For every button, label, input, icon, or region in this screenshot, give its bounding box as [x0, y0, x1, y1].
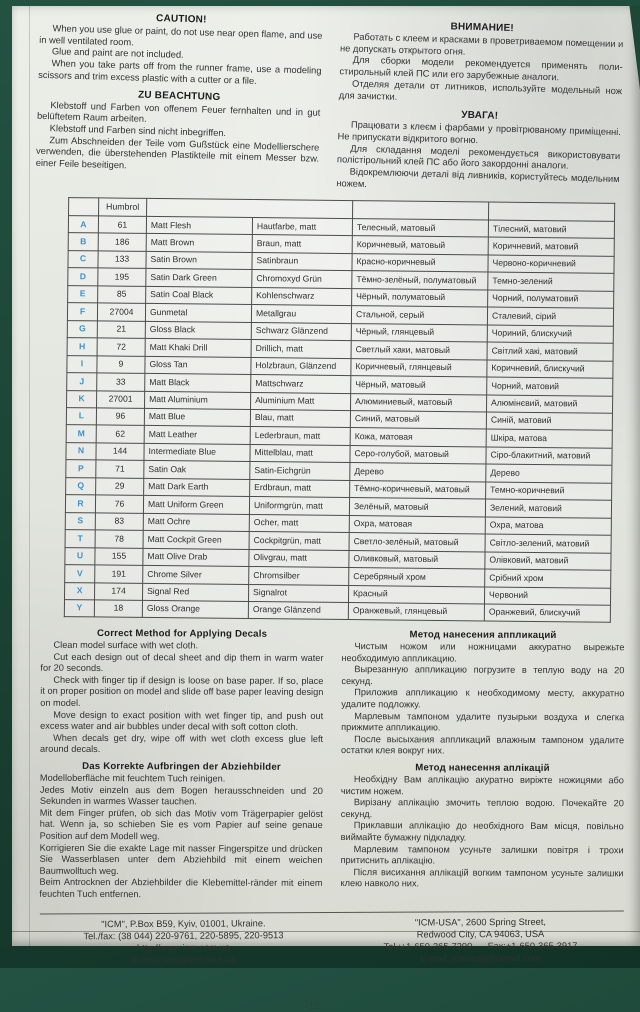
decals-paragraph-ru: Вырезанную аппликацию погрузите в теплую воду на 20 секунд.: [341, 664, 625, 686]
address-line: Tel.:+1-650-365-7200 Fax:+1-650-365-3917: [383, 941, 578, 953]
cell-en: Satin Brown: [146, 252, 252, 271]
cell-en: Matt Blue: [144, 409, 250, 428]
caution-column-east: [336, 16, 624, 202]
cell-uk: Срібний хром: [485, 569, 611, 588]
cell-uk: Чорний, полуматовий: [488, 290, 614, 309]
cell-ru: Светлый хаки, матовый: [351, 341, 487, 360]
header-cell-ru: [353, 201, 489, 220]
caution-paragraph-uk: Працювати з клеєм і фарбами у провітрюваному приміщенні. Не припускати відкритого вогню.: [337, 119, 622, 146]
cell-en: Intermediate Blue: [144, 444, 250, 463]
caution-title-ru: ВНИМАНИЕ!: [450, 21, 515, 35]
cell-humbrol: 72: [97, 339, 145, 357]
cell-de: Cockpitgrün, matt: [249, 532, 349, 550]
address-line: Tel./fax: (38 044) 220-9761, 220-5895, 220-9513: [83, 930, 284, 942]
decals-paragraph-de: Korrigieren Sie die exakte Lage mit nasser Fingerspitze und drücken Sie Wasserblasen unter dem Abziehbild mit einem weichen Baumwolltuch weg.: [39, 842, 323, 876]
cell-ru: Коричневый, матовый: [352, 236, 488, 255]
cell-en: Matt Aluminium: [145, 391, 251, 410]
cell-ru: Стальной, серый: [351, 306, 487, 325]
cell-ru: Светло-зелёный, матовый: [349, 533, 485, 552]
cell-ru: Кожа, матовая: [350, 428, 486, 447]
cell-letter: T: [65, 530, 95, 548]
caution-paragraph-en: Glue and paint are not included.: [51, 46, 184, 61]
paint-color-table: [64, 198, 615, 624]
decals-title-ru: Метод нанесения аппликаций: [409, 629, 557, 641]
decals-title-de: Das Korrekte Aufbringen der Abziehbilder: [82, 760, 281, 773]
cell-en: Matt Olive Drab: [143, 548, 249, 567]
decals-column-east: [340, 625, 624, 908]
decals-paragraph-de: Jedes Motiv einzeln aus dem Bogen herausschneiden und 20 Sekunden in warmes Wasser tauchen.: [39, 784, 323, 807]
cell-letter: L: [66, 408, 96, 426]
cell-humbrol: 27001: [97, 391, 145, 409]
cell-en: Gloss Black: [145, 322, 251, 341]
paint-color-rows: [64, 216, 614, 623]
corner-background: [624, 6, 640, 90]
decals-paragraph-ru: Чистым ножом или ножницами аккуратно вырежьте необходимую аппликацию.: [341, 640, 625, 663]
cell-uk: Алюмінєвий, матовий: [486, 395, 612, 414]
cell-de: Holzbraun, Glänzend: [251, 358, 351, 376]
cell-ru: Серо-голубой, матовый: [350, 446, 486, 465]
cell-uk: Коричневий, матовий: [488, 238, 614, 257]
cell-de: Hautfarbe, matt: [252, 218, 352, 236]
cell-letter: C: [68, 251, 98, 269]
cell-humbrol: 21: [97, 321, 145, 339]
decals-paragraph-uk: Приклавши аплікацію до необхідного Вам місця, повільно виймайте бумажну підкладку.: [340, 820, 624, 843]
cell-letter: B: [68, 233, 98, 251]
address-line: E-mail: icmusa@hotmail.com: [420, 953, 541, 965]
decals-paragraph-de: Beim Antrocknen der Abziehbilder die Klebemittel-ränder mit einem feuchten Tuch entfernen.: [39, 876, 323, 899]
decals-paragraph-en: Cut each design out of decal sheet and dip them in warm water for 20 seconds.: [40, 651, 324, 674]
cell-en: Satin Coal Black: [146, 287, 252, 306]
cell-letter: A: [68, 216, 98, 234]
cell-de: Olivgrau, matt: [249, 550, 349, 568]
cell-letter: X: [65, 583, 95, 601]
cell-de: Schwarz Glänzend: [251, 323, 351, 341]
address-line: "ICM", P.Box B59, Kyiv, 01001, Ukraine.: [101, 918, 266, 930]
cell-ru: Красно-коричневый: [352, 254, 488, 273]
decals-text-en: [40, 640, 324, 757]
decals-paragraph-en: When decals get dry, wipe off with wet cloth excess glue left around decals.: [40, 732, 324, 755]
cell-de: Metallgrau: [251, 305, 351, 323]
cell-en: Satin Oak: [144, 461, 250, 480]
decals-paragraph-en: Check with finger tip if design is loose on base paper. If so, place it on proper position on model and slide off base paper leaving design on model.: [40, 674, 324, 708]
cell-humbrol: 191: [95, 565, 143, 583]
cell-en: Matt Black: [145, 374, 251, 393]
cell-letter: H: [67, 338, 97, 356]
address-line: E-mail: icm@icm.com.ua: [132, 955, 236, 966]
cell-ru: Оливковый, матовый: [349, 551, 485, 570]
cell-uk: Червоно-коричневий: [488, 255, 614, 274]
caution-paragraph-ru: Работать с клеем и красками в проветриваемом помещении и не допускать открытого огня.: [339, 31, 624, 57]
caution-paragraph-de: Klebstoff und Farben sind nicht inbegriffen.: [49, 123, 227, 139]
cell-uk: Тілесний, матовий: [488, 220, 614, 239]
cell-en: Gloss Orange: [142, 601, 248, 620]
caution-paragraph-de: Zum Abschneiden der Teile vom Gußstück eine Modellierschere verwenden, die überstehenden Plastikteile mit einem Messer bzw. einer Feile beseitigen.: [35, 134, 320, 171]
cell-ru: Телесный, матовый: [352, 219, 488, 238]
cell-ru: Чёрный, глянцевый: [351, 324, 487, 343]
cell-letter: N: [66, 443, 96, 461]
cell-de: Erdbraun, matt: [250, 480, 350, 498]
footer-wrap: [40, 912, 624, 1012]
cell-uk: Охра, матова: [485, 517, 611, 536]
caution-title-uk: УВАГА!: [461, 109, 499, 122]
cell-uk: Чориний, блискучий: [487, 325, 613, 344]
cell-de: Mattschwarz: [251, 375, 351, 393]
cell-humbrol: 144: [96, 443, 144, 461]
cell-de: Kohlenschwarz: [252, 288, 352, 306]
caution-column-west: [35, 8, 323, 194]
caution-paragraph-ru: Для сборки модели рекомендуется применять полистирольный клей ПС или его зарубежные аналоги.: [339, 55, 623, 83]
decals-paragraph-ru: Марлевым тампоном удалите пузырьки воздуха и слегка прижмите аппликацию.: [341, 710, 625, 733]
decals-paragraph-de: Modelloberfläche mit feuchtem Tuch reinigen.: [39, 772, 226, 784]
cell-letter: Q: [66, 478, 96, 496]
cell-en: Matt Brown: [146, 234, 252, 253]
cell-ru: Чёрный, матовый: [351, 376, 487, 395]
decals-paragraph-uk: Вирізану аплікацію змочить теплою водою. Почекайте 20 секунд.: [340, 797, 624, 819]
cell-ru: Красный: [348, 586, 484, 605]
cell-humbrol: 174: [95, 583, 143, 601]
caution-text-ru: [339, 31, 624, 109]
cell-en: Matt Leather: [144, 426, 250, 445]
caution-title-en: CAUTION!: [155, 13, 207, 26]
cell-humbrol: 18: [94, 600, 142, 618]
decals-paragraph-uk: Необхідну Вам аплікацію акуратно виріжте ножицями або чистим ножем.: [340, 773, 624, 796]
page-content: [35, 13, 625, 1012]
cell-humbrol: 83: [95, 513, 143, 531]
cell-uk: Дерево: [486, 465, 612, 484]
cell-letter: Y: [64, 600, 94, 618]
cell-letter: I: [67, 356, 97, 374]
address-line: "ICM-USA", 2600 Spring Street,: [414, 917, 547, 928]
cell-humbrol: 61: [98, 216, 146, 234]
caution-paragraph-ru: Отделяя детали от литников, используйте модельный нож для зачистки.: [338, 78, 623, 102]
cell-ru: Алюминиевый, матовый: [350, 394, 486, 413]
cell-en: Chrome Silver: [143, 566, 249, 585]
decals-text-ru: [341, 641, 625, 758]
decals-text-uk: [340, 774, 624, 891]
page-edge-line: [29, 6, 30, 946]
cell-de: Uniformgrün, matt: [249, 497, 349, 515]
decals-paragraph-ru: После высыхания аппликаций влажным тампоном удалите остатки клея вокруг них.: [341, 733, 625, 756]
icm-address: [40, 917, 327, 967]
cell-uk: Синій, матовий: [486, 412, 612, 431]
header-cell-humbrol: Humbrol: [99, 198, 147, 217]
cell-de: Satin-Eichgrün: [250, 462, 350, 480]
cell-uk: Оранжевий, блискучий: [484, 604, 610, 623]
decals-text-de: [39, 773, 323, 902]
cell-en: Matt Khaki Drill: [145, 339, 251, 358]
cell-ru: Зелёный, матовый: [349, 498, 485, 517]
caution-paragraph-en: When you use glue or paint, do not use near open flame, and use in well ventilated room.: [39, 23, 323, 48]
cell-letter: G: [67, 321, 97, 339]
cell-ru: Коричневый, глянцевый: [351, 359, 487, 378]
cell-uk: Темно-коричневий: [486, 482, 612, 501]
cell-ru: Серебряный хром: [349, 568, 485, 587]
cell-humbrol: 29: [96, 478, 144, 496]
cell-humbrol: 96: [96, 408, 144, 426]
cell-de: Orange Glänzend: [248, 602, 348, 620]
header-cell-uk: [488, 202, 614, 221]
cell-de: Chromsilber: [249, 567, 349, 585]
table-row: [64, 600, 610, 623]
page-number: 12: [308, 1000, 320, 1012]
cell-en: Gunmetal: [145, 304, 251, 323]
cell-de: Drillich, matt: [251, 340, 351, 358]
address-line: http://www.icm.com.ua: [137, 943, 231, 954]
cell-letter: M: [66, 425, 96, 443]
footer: [40, 911, 624, 967]
cell-humbrol: 62: [96, 426, 144, 444]
caution-paragraph-uk: Для складання моделі рекомендується використовувати полістірольний клей ПС або його закордонні аналоги.: [336, 143, 621, 171]
cell-en: Matt Ochre: [143, 514, 249, 533]
decals-paragraph-en: Move design to exact position with wet finger tip, and push out excess water and air bubbles under decal with soft cotton cloth.: [40, 709, 324, 732]
cell-humbrol: 155: [95, 548, 143, 566]
caution-text-uk: [336, 119, 621, 197]
cell-letter: D: [68, 268, 98, 286]
cell-humbrol: 27004: [97, 304, 145, 322]
caution-text-en: [38, 23, 323, 89]
cell-humbrol: 71: [96, 461, 144, 479]
cell-letter: J: [67, 373, 97, 391]
cell-ru: Чёрный, полуматовый: [352, 289, 488, 308]
cell-uk: Коричневий, блискучий: [487, 360, 613, 379]
cell-ru: Тёмно-зелёный, полуматовый: [352, 271, 488, 290]
decals-section: [39, 624, 624, 908]
caution-title-de: ZU BEACHTUNG: [137, 89, 221, 103]
cell-en: Matt Dark Earth: [144, 479, 250, 498]
header-cell-letter: [69, 198, 99, 216]
cell-en: Satin Dark Green: [146, 269, 252, 288]
cell-humbrol: 76: [95, 496, 143, 514]
cell-humbrol: 78: [95, 530, 143, 548]
cell-ru: Синий, матовый: [350, 411, 486, 430]
cell-humbrol: 85: [98, 286, 146, 304]
caution-text-de: [36, 99, 321, 177]
cell-uk: Сталевий, сірий: [487, 308, 613, 327]
cell-ru: Охра, матовая: [349, 516, 485, 535]
cell-de: Satinbraun: [252, 253, 352, 271]
cell-de: Lederbraun, matt: [250, 427, 350, 445]
caution-paragraph-uk: Відокремлюючи деталі від ливників, користуйтесь модельним ножем.: [336, 166, 620, 189]
decals-paragraph-uk: Після висихання аплікацій вогким тампоном усуньте залишки клею навколо них.: [340, 866, 624, 889]
cell-letter: S: [65, 513, 95, 531]
paint-color-table-wrap: [64, 198, 626, 624]
caution-paragraph-en: When you take parts off from the runner frame, use a modeling scissors and trim excess plastic with a cutter or a file.: [38, 58, 322, 86]
cell-uk: Світло-зелений, матовий: [485, 535, 611, 554]
decals-title-en: Correct Method for Applying Decals: [97, 627, 268, 640]
cell-de: Chromoxyd Grün: [252, 270, 352, 288]
cell-letter: U: [65, 548, 95, 566]
cell-letter: R: [65, 495, 95, 513]
cell-uk: Темно-зелений: [488, 273, 614, 292]
caution-section: [35, 8, 624, 203]
cell-ru: Оранжевый, глянцевый: [348, 603, 484, 622]
cell-de: Braun, matt: [252, 235, 352, 253]
cell-ru: Дерево: [350, 463, 486, 482]
caution-paragraph-de: Klebstoff und Farben von offenem Feuer fernhalten und in gut belüftetem Raum arbeiten.: [36, 99, 321, 125]
decals-paragraph-uk: Марлевим тампоном усуньте залишки повітря і трохи притиснить аплікацію.: [340, 843, 624, 866]
cell-humbrol: 33: [97, 373, 145, 391]
decals-title-uk: Метод нанесення аплікацій: [415, 762, 550, 774]
cell-humbrol: 133: [98, 251, 146, 269]
cell-letter: P: [66, 460, 96, 478]
cell-de: Signalrot: [248, 584, 348, 602]
cell-letter: K: [67, 391, 97, 409]
cell-de: Mittelblau, matt: [250, 445, 350, 463]
cell-letter: F: [67, 303, 97, 321]
cell-de: Blau, matt: [250, 410, 350, 428]
cell-letter: E: [68, 286, 98, 304]
cell-uk: Шкіра, матова: [486, 430, 612, 449]
cell-ru: Тёмно-коричневый, матовый: [350, 481, 486, 500]
cell-uk: Чорний, матовий: [487, 377, 613, 396]
cell-uk: Світлий хакі, матовий: [487, 343, 613, 362]
decals-paragraph-en: Clean model surface with wet cloth.: [53, 639, 199, 651]
cell-en: Gloss Tan: [145, 356, 251, 375]
decals-paragraph-ru: Приложив аппликацию к необходимому месту, аккуратно удалите подложку.: [341, 687, 625, 710]
decals-paragraph-de: Mit dem Finger prüfen, ob sich das Motiv vom Trägerpapier gelöst hat. Wenn ja, so schieben Sie es vom Papier auf seine genaue Position auf dem Modell weg.: [39, 807, 323, 842]
cell-humbrol: 195: [98, 269, 146, 287]
cell-uk: Червоний: [484, 587, 610, 606]
cell-en: Matt Cockpit Green: [143, 531, 249, 550]
cell-humbrol: 9: [97, 356, 145, 374]
cell-en: Signal Red: [142, 583, 248, 602]
address-line: Redwood City, CA 94063, USA: [416, 929, 545, 940]
cell-uk: Сіро-блакитний, матовий: [486, 447, 612, 466]
instruction-sheet: [12, 6, 640, 1012]
cell-humbrol: 186: [98, 234, 146, 252]
cell-uk: Олівковий, матовий: [485, 552, 611, 571]
cell-de: Ocher, matt: [249, 515, 349, 533]
cell-letter: V: [65, 565, 95, 583]
cell-uk: Зелений, матовий: [485, 500, 611, 519]
cell-en: Matt Uniform Green: [143, 496, 249, 515]
icm-usa-address: [337, 916, 624, 966]
decals-column-west: [39, 624, 323, 907]
cell-en: Matt Flesh: [146, 217, 252, 236]
cell-de: Aluminium Matt: [251, 392, 351, 410]
